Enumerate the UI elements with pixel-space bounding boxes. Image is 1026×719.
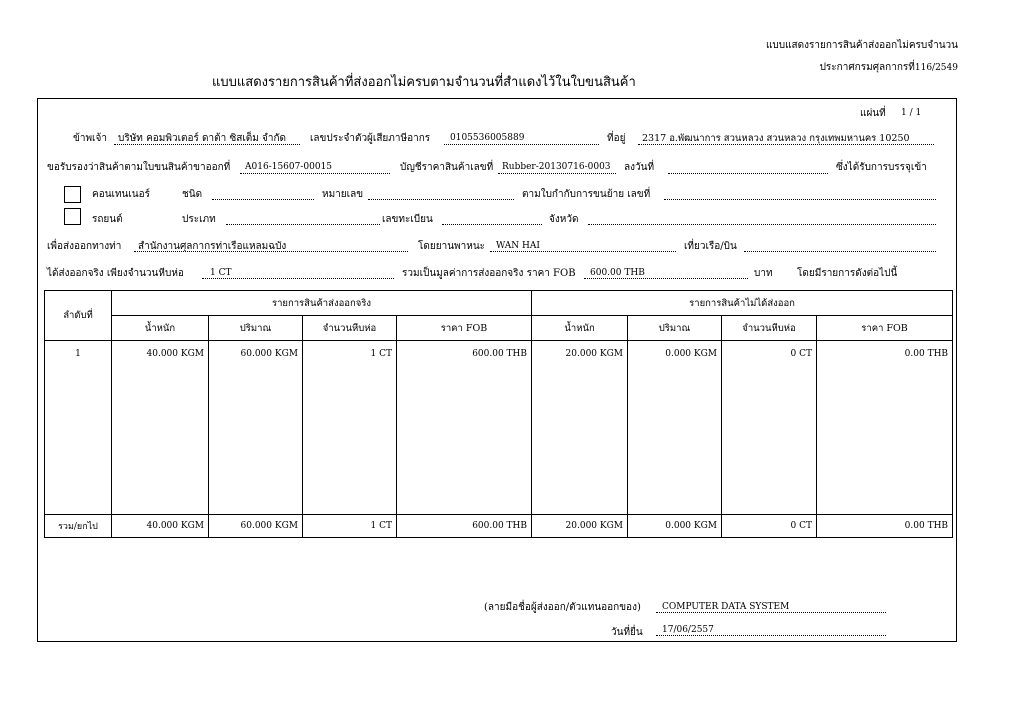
exported-group-header: รายการสินค้าส่งออกจริง bbox=[112, 291, 532, 316]
total-not-fob: 0.00 THB bbox=[817, 515, 953, 538]
invoice-label: บัญชีราคาสินค้าเลขที่ bbox=[400, 162, 494, 173]
signature-label: (ลายมือชื่อผู้ส่งออก/ตัวแทนออกของ) bbox=[484, 602, 641, 613]
announcement-label: ประกาศกรมศุลกากรที่ bbox=[819, 62, 915, 73]
sheet-label: แผ่นที่ bbox=[860, 108, 886, 119]
row-seq: 1 bbox=[45, 341, 112, 515]
sheet-value: 1 / 1 bbox=[901, 108, 922, 118]
fob-value[interactable]: 600.00 THB bbox=[590, 268, 645, 278]
submit-date-value[interactable]: 17/06/2557 bbox=[662, 625, 714, 635]
address-label: ที่อยู่ bbox=[607, 133, 626, 144]
actual-packages-value[interactable]: 1 CT bbox=[210, 268, 232, 278]
container-checkbox[interactable] bbox=[64, 186, 81, 203]
taxid-value[interactable]: 0105536005889 bbox=[450, 133, 525, 143]
province-label: จังหวัด bbox=[549, 214, 579, 225]
actual-packages-label: ได้ส่งออกจริง เพียงจำนวนหีบห่อ bbox=[47, 268, 184, 279]
not-weight-header: น้ำหนัก bbox=[532, 316, 628, 341]
not-fob-header: ราคา FOB bbox=[817, 316, 953, 341]
total-exp-packages: 1 CT bbox=[303, 515, 397, 538]
container-number-label: หมายเลข bbox=[322, 189, 364, 200]
exp-quantity-header: ปริมาณ bbox=[209, 316, 303, 341]
owner-label: ข้าพเจ้า bbox=[73, 133, 107, 144]
total-not-packages: 0 CT bbox=[722, 515, 817, 538]
exp-packages-header: จำนวนหีบห่อ bbox=[303, 316, 397, 341]
declaration-value[interactable]: A016-15607-00015 bbox=[245, 162, 333, 172]
taxid-label: เลขประจำตัวผู้เสียภาษีอากร bbox=[310, 133, 431, 144]
signature-value[interactable]: COMPUTER DATA SYSTEM bbox=[662, 602, 790, 612]
not-packages-header: จำนวนหีบห่อ bbox=[722, 316, 817, 341]
port-value[interactable]: สำนักงานศุลกากรท่าเรือแหลมฉบัง bbox=[138, 241, 287, 252]
date-label: ลงวันที่ bbox=[624, 162, 655, 173]
not-exported-group-header: รายการสินค้าไม่ได้ส่งออก bbox=[532, 291, 953, 316]
announcement-number: 116/2549 bbox=[914, 63, 958, 73]
total-row bbox=[45, 515, 953, 538]
row-exp-weight: 40.000 KGM bbox=[112, 341, 209, 515]
row-exp-packages: 1 CT bbox=[303, 341, 397, 515]
baht-label: บาท bbox=[754, 268, 773, 279]
exp-fob-header: ราคา FOB bbox=[397, 316, 532, 341]
form-name: แบบแสดงรายการสินค้าส่งออกไม่ครบจำนวน bbox=[765, 40, 958, 51]
vehicle-kind-label: ประเภท bbox=[182, 214, 216, 225]
row-not-weight: 20.000 KGM bbox=[532, 341, 628, 515]
voyage-label: เที่ยวเรือ/บิน bbox=[684, 241, 737, 252]
received-label: ซึ่งได้รับการบรรจุเข้า bbox=[836, 162, 927, 173]
page-title: แบบแสดงรายการสินค้าที่ส่งออกไม่ครบตามจำนวนที่สำแดงไว้ในใบขนสินค้า bbox=[212, 75, 636, 90]
row-exp-quantity: 60.000 KGM bbox=[209, 341, 303, 515]
detail-label: โดยมีรายการดังต่อไปนี้ bbox=[797, 268, 898, 279]
exp-weight-header: น้ำหนัก bbox=[112, 316, 209, 341]
total-not-quantity: 0.000 KGM bbox=[628, 515, 722, 538]
declaration-label: ขอรับรองว่าสินค้าตามใบขนสินค้าขาออกที่ bbox=[47, 162, 231, 173]
row-not-quantity: 0.000 KGM bbox=[628, 341, 722, 515]
container-label: คอนเทนเนอร์ bbox=[92, 189, 151, 200]
vehicle-reg-label: เลขทะเบียน bbox=[382, 214, 433, 225]
total-exp-quantity: 60.000 KGM bbox=[209, 515, 303, 538]
not-quantity-header: ปริมาณ bbox=[628, 316, 722, 341]
items-table bbox=[44, 290, 953, 538]
row-exp-fob: 600.00 THB bbox=[397, 341, 532, 515]
seq-header: ลำดับที่ bbox=[45, 291, 112, 341]
total-exp-fob: 600.00 THB bbox=[397, 515, 532, 538]
announcement-ref bbox=[820, 60, 958, 75]
invoice-value[interactable]: Rubber-20130716-0003 bbox=[502, 162, 611, 172]
port-label: เพื่อส่งออกทางท่า bbox=[47, 241, 122, 252]
vehicle-checkbox[interactable] bbox=[64, 208, 81, 225]
container-type-label: ชนิด bbox=[182, 189, 203, 200]
permit-label: ตามใบกำกับการขนย้าย เลขที่ bbox=[522, 189, 651, 200]
row-not-fob: 0.00 THB bbox=[817, 341, 953, 515]
vehicle-label: รถยนต์ bbox=[92, 214, 123, 225]
total-not-weight: 20.000 KGM bbox=[532, 515, 628, 538]
owner-value[interactable]: บริษัท คอมพิวเตอร์ ดาต้า ซิสเต็ม จำกัด bbox=[118, 133, 287, 144]
address-value[interactable]: 2317 อ.พัฒนาการ สวนหลวง สวนหลวง กรุงเทพมหานคร 10250 bbox=[642, 133, 910, 144]
total-exp-weight: 40.000 KGM bbox=[112, 515, 209, 538]
submit-date-label: วันที่ยื่น bbox=[611, 627, 643, 638]
vessel-value[interactable]: WAN HAI bbox=[496, 241, 540, 251]
total-label: รวม/ยกไป bbox=[45, 515, 112, 538]
fob-label: รวมเป็นมูลค่าการส่งออกจริง ราคา FOB bbox=[402, 268, 576, 279]
table-row[interactable] bbox=[45, 341, 953, 515]
row-not-packages: 0 CT bbox=[722, 341, 817, 515]
vessel-label: โดยยานพาหนะ bbox=[418, 241, 486, 252]
